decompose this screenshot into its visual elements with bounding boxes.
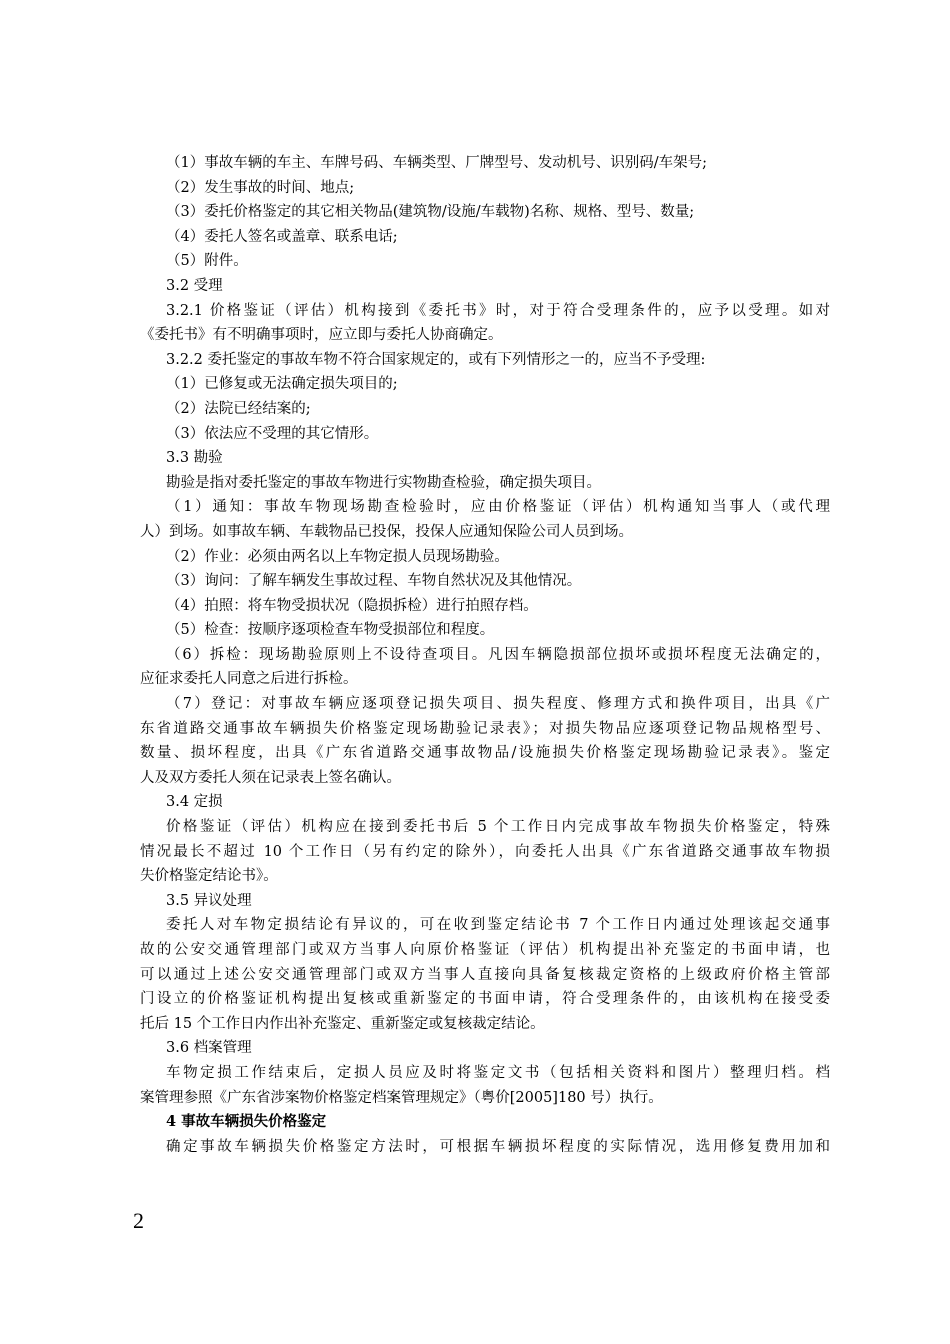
text-line: （1）通知：事故车物现场勘查检验时，应由价格鉴证（评估）机构通知当事人（或代理 [166, 499, 830, 516]
text-line: 东省道路交通事故车辆损失价格鉴定现场勘验记录表》；对损失物品应逐项登记物品规格型号、 [140, 720, 830, 737]
text-line: 案管理参照《广东省涉案物价格鉴定档案管理规定》（粤价[2005]180 号）执行。 [140, 1089, 663, 1106]
text-line: 《委托书》有不明确事项时，应立即与委托人协商确定。 [140, 327, 503, 344]
text-line: 委托人对车物定损结论有异议的，可在收到鉴定结论书 7 个工作日内通过处理该起交通事 [166, 917, 830, 934]
text-line: 门设立的价格鉴证机构提出复核或重新鉴定的书面申请，符合受理条件的，由该机构在接受委 [140, 991, 830, 1008]
text-line: （7）登记：对事故车辆应逐项登记损失项目、损失程度、修理方式和换件项目，出具《广 [166, 696, 830, 713]
text-line: 确定事故车辆损失价格鉴定方法时，可根据车辆损坏程度的实际情况，选用修复费用加和 [166, 1138, 830, 1155]
text-line: （4）委托人签名或盖章、联系电话; [166, 228, 398, 245]
text-line: 3.4 定损 [166, 794, 223, 811]
document-body [140, 151, 830, 1159]
text-line: （1）已修复或无法确定损失项目的; [166, 376, 398, 393]
text-line: （1）事故车辆的车主、车牌号码、车辆类型、厂牌型号、发动机号、识别码/车架号; [166, 155, 707, 171]
text-line: 失价格鉴定结论书》。 [140, 868, 278, 885]
text-line: 托后 15 个工作日内作出补充鉴定、重新鉴定或复核裁定结论。 [140, 1015, 545, 1032]
text-line: （3）依法应不受理的其它情形。 [166, 425, 379, 442]
text-line: （2）作业：必须由两名以上车物定损人员现场勘验。 [166, 548, 509, 565]
text-line: 3.2.1 价格鉴证（评估）机构接到《委托书》时，对于符合受理条件的，应予以受理。如对 [166, 302, 830, 319]
text-line: 人）到场。如事故车辆、车载物品已投保，投保人应通知保险公司人员到场。 [140, 523, 633, 540]
text-line: 数量、损坏程度，出具《广东省道路交通事故物品/设施损失价格鉴定现场勘验记录表》。鉴定 [140, 745, 830, 762]
text-line: 可以通过上述公安交通管理部门或双方当事人直接向具备复核裁定资格的上级政府价格主管部 [140, 966, 830, 983]
text-line: （2）发生事故的时间、地点; [166, 179, 355, 196]
text-line: （3）询问：了解车辆发生事故过程、车物自然状况及其他情况。 [166, 573, 582, 590]
text-line: （3）委托价格鉴定的其它相关物品(建筑物/设施/车载物)名称、规格、型号、数量; [166, 204, 695, 221]
text-line: （4）拍照：将车物受损状况（隐损拆检）进行拍照存档。 [166, 597, 538, 614]
text-line: 故的公安交通管理部门或双方当事人向原价格鉴证（评估）机构提出补充鉴定的书面申请，也 [140, 942, 830, 958]
text-line: 情况最长不超过 10 个工作日（另有约定的除外），向委托人出具《广东省道路交通事故车物损 [140, 843, 830, 860]
text-line: （6）拆检：现场勘验原则上不设待查项目。凡因车辆隐损部位损坏或损坏程度无法确定的， [166, 646, 830, 663]
text-line: 3.6 档案管理 [166, 1040, 252, 1057]
text-line: 车物定损工作结束后，定损人员应及时将鉴定文书（包括相关资料和图片）整理归档。档 [166, 1064, 830, 1081]
text-line: 3.5 异议处理 [166, 892, 252, 909]
section-heading: 4 事故车辆损失价格鉴定 [166, 1113, 327, 1131]
text-line: 勘验是指对委托鉴定的事故车物进行实物勘查检验，确定损失项目。 [166, 474, 601, 491]
text-line: 3.2.2 委托鉴定的事故车物不符合国家规定的，或有下列情形之一的，应当不予受理: [166, 351, 706, 368]
text-line: 3.2 受理 [166, 277, 223, 294]
text-line: 3.3 勘验 [166, 450, 223, 467]
text-line: 应征求委托人同意之后进行拆检。 [140, 671, 358, 688]
page-number: 2 [133, 1208, 144, 1233]
text-line: 价格鉴证（评估）机构应在接到委托书后 5 个工作日内完成事故车物损失价格鉴定，特殊 [166, 819, 830, 836]
text-line: （5）检查：按顺序逐项检查车物受损部位和程度。 [166, 622, 495, 639]
text-line: （2）法院已经结案的; [166, 400, 311, 417]
text-line: 人及双方委托人须在记录表上签名确认。 [140, 769, 401, 786]
text-line: （5）附件。 [166, 253, 248, 270]
